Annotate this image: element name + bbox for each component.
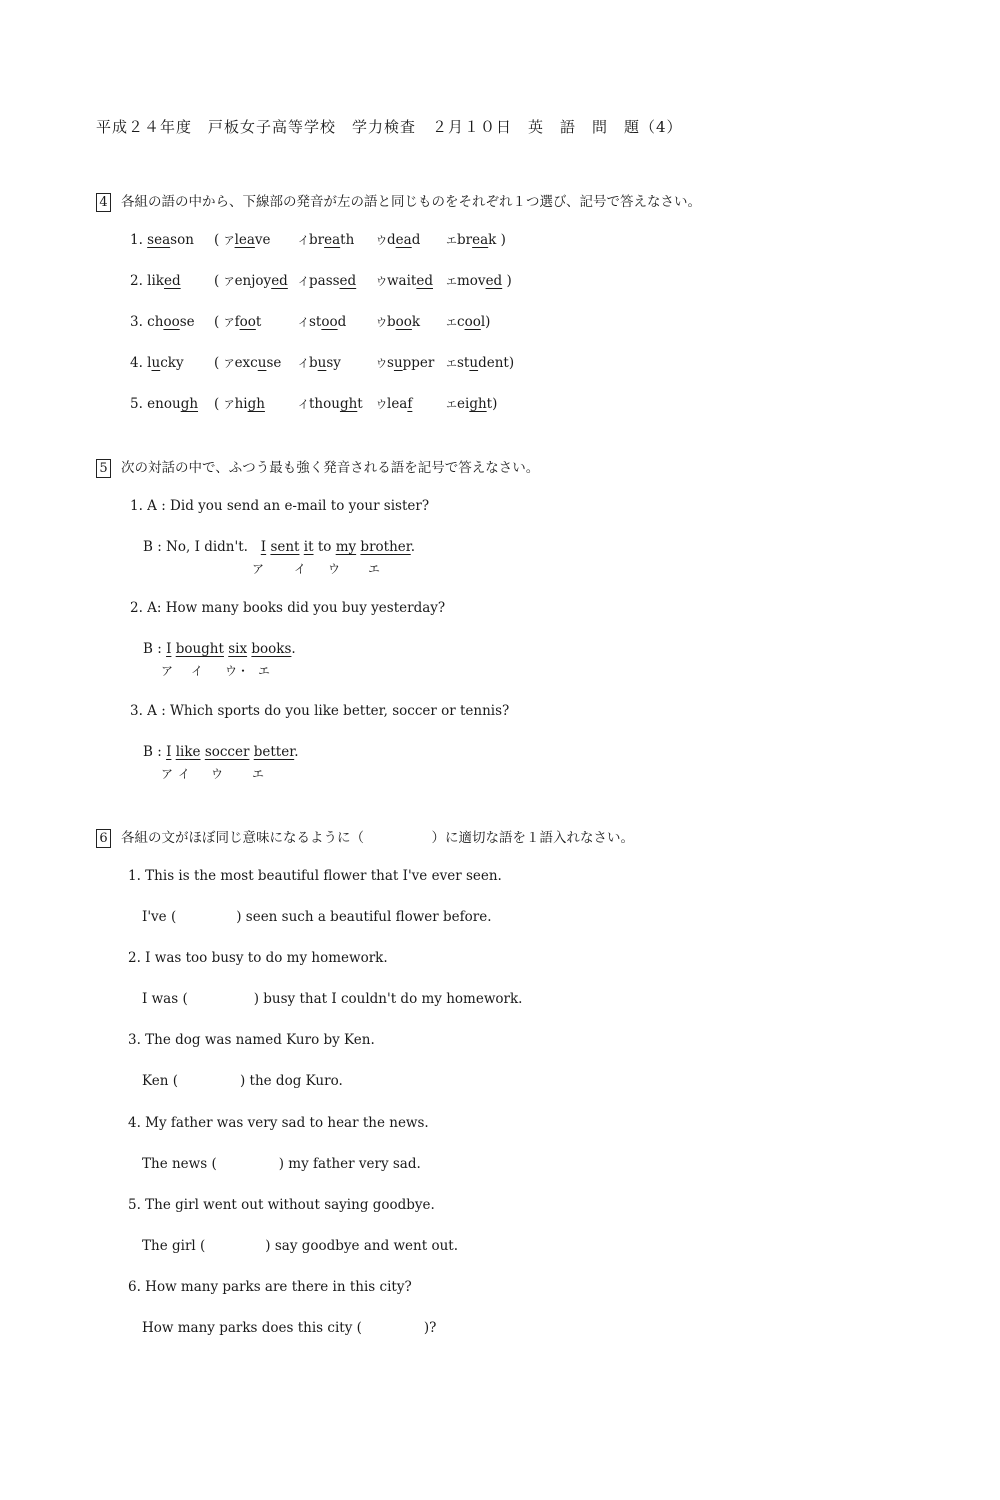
underlined-part: lik [147,273,164,289]
marker-d: エ [252,767,265,781]
sentence-end: ) the dog Kuro. [239,1073,343,1089]
open-paren: ( [214,314,224,330]
dialogue-2-b-prefix: B : [143,641,167,657]
choice-d [446,314,490,330]
item-3-rewrite [142,1073,343,1089]
word-part: k [411,314,421,330]
item-5-rewrite [142,1238,458,1254]
choice-marker: ウ [376,234,387,247]
marker-c: ウ [211,767,224,781]
choice-c [376,232,420,248]
word-part: son [170,232,194,248]
underlined-part: oo [395,314,412,330]
choice-marker: エ [446,234,457,247]
choice-c [376,396,412,412]
underlined-part: gh [339,396,358,412]
section-number: 6 [96,829,111,848]
choice-marker: エ [446,357,457,370]
underlined-part: u [469,355,479,371]
item-1-rewrite [142,909,492,925]
marker-a: ア [161,767,174,781]
choice-b [298,355,341,371]
sentence-start: The news ( [142,1156,217,1172]
word-part: b [387,314,396,330]
choice-marker: ウ [376,316,387,329]
underlined-part: ea [395,232,412,248]
stress-word-d: better [253,744,295,760]
marker-b: イ [178,767,191,781]
section-5-heading [96,456,539,478]
choice-marker: イ [298,357,309,370]
open-paren: ( [214,396,224,412]
underlined-part: oo [239,314,256,330]
underlined-part: ed [416,273,433,289]
word-part: enjoy [234,273,272,289]
stress-word-b: it [303,539,314,555]
underlined-part: oo [464,314,481,330]
word-part: d [337,314,347,330]
word-part: 4. [130,355,148,371]
dialogue-3-line-b [143,744,298,760]
stress-word-d: brother [360,539,411,555]
stress-word-b: like [175,744,201,760]
underlined-part: f [407,396,413,412]
underlined-part: ed [485,273,503,289]
dialogue-2-line-a: 2. A: How many books did you buy yesterday? [130,600,446,616]
sentence-start: How many parks does this city ( [142,1320,362,1336]
choice-b [298,396,363,412]
choice-c [376,273,433,289]
section-5-instruction: 次の対話の中で、ふつう最も強く発音される語を記号で答えなさい。 [121,460,540,476]
choice-marker: エ [446,275,457,288]
item-4-question: 4. My father was very sad to hear the news. [128,1115,429,1131]
word-part: d [387,232,396,248]
stress-word-a: I [166,744,172,760]
marker-d: エ [258,664,271,678]
underlined-part: ed [271,273,288,289]
word-part: ) [485,314,491,330]
page-title: 平成２４年度 戸板女子高等学校 学力検査 ２月１０日 英 語 問 題（4） [96,118,683,136]
word-part: 2. [130,273,148,289]
stress-word-d: books [251,641,292,657]
word-part: 1. [130,232,148,248]
underlined-part: ea [324,232,341,248]
sentence-start: I was ( [142,991,188,1007]
choice-c [376,314,420,330]
section-4-heading [96,190,701,212]
word-part: pass [309,273,340,289]
target-word [130,314,195,330]
word-part: wait [387,273,417,289]
word-part: d [411,232,421,248]
marker-c: ウ・ [225,664,250,678]
choice-marker: イ [298,398,309,411]
word-part: thou [309,396,340,412]
word-part: mov [457,273,486,289]
period: . [410,539,416,555]
underlined-part: ch [147,314,164,330]
word-part: th [340,232,355,248]
word-part: ) [502,273,512,289]
choice-d [446,273,512,289]
word-part: pper [402,355,435,371]
open-paren: ( [214,355,224,371]
marker-d: エ [368,562,381,576]
dialogue-1-line-b [143,539,415,555]
item-1-question: 1. This is the most beautiful flower that I've ever seen. [128,868,502,884]
sentence-end: )? [423,1320,437,1336]
choice-marker: イ [298,234,309,247]
item-6-rewrite [142,1320,436,1336]
word-part: t [486,396,493,412]
word-part: ) [492,396,498,412]
marker-c: ウ [328,562,341,576]
choice-marker: ア [223,398,235,411]
word-part: l [480,314,486,330]
stress-word-a: I [260,539,267,555]
sentence-end: ) say goodbye and went out. [265,1238,458,1254]
sentence-start: Ken ( [142,1073,178,1089]
word-part: t [357,396,363,412]
item-6-question: 6. How many parks are there in this city? [128,1279,412,1295]
word-part: ei [457,396,470,412]
stress-word-c: soccer [204,744,250,760]
word-part: ve [254,232,271,248]
dialogue-2-line-b [143,641,296,657]
item-4-rewrite [142,1156,421,1172]
period: . [291,641,296,657]
choice-a [214,396,265,412]
choice-d [446,355,514,371]
choice-marker: エ [446,398,457,411]
section-6-instruction: 各組の文がほぼ同じ意味になるように（ ）に適切な語を１語入れなさい。 [121,830,634,846]
word-part: c [457,314,465,330]
word-part: gh [180,396,199,412]
target-word [130,273,181,289]
stress-word-a: I [166,641,172,657]
marker-b: イ [294,562,307,576]
choice-b [298,232,354,248]
word-part: cky [160,355,184,371]
item-3-question: 3. The dog was named Kuro by Ken. [128,1032,375,1048]
choice-marker: ア [223,316,235,329]
word-part: se [179,314,195,330]
underlined-part: u [257,355,267,371]
word-part: br [309,232,325,248]
choice-marker: ウ [376,275,387,288]
open-paren: ( [214,273,224,289]
word-part: sy [326,355,341,371]
choice-marker: ウ [376,357,387,370]
word-part: se [266,355,282,371]
word-part: s [387,355,394,371]
word-part: ed [164,273,181,289]
underlined-part: u [317,355,327,371]
word-part: 5. [130,396,148,412]
marker-b: イ [191,664,204,678]
section-number: 4 [96,193,111,212]
word-part: oo [163,314,180,330]
word-part: ) [496,232,506,248]
underlined-part: sea [147,232,171,248]
choice-a [214,355,281,371]
word-part: lea [387,396,408,412]
word-part: b [309,355,318,371]
marker-a: ア [252,562,265,576]
choice-marker: イ [298,275,309,288]
period: . [294,744,299,760]
word-part: st [457,355,470,371]
item-2-question: 2. I was too busy to do my homework. [128,950,388,966]
sentence-start: The girl ( [142,1238,206,1254]
word-part: 3. [130,314,148,330]
word-part: t [255,314,262,330]
underlined-part: u [393,355,403,371]
target-word [130,355,184,371]
underlined-part: gh [247,396,265,412]
choice-marker: エ [446,316,457,329]
dialogue-1-b-prefix: B : No, I didn't. [143,539,248,555]
choice-marker: ウ [376,398,387,411]
sentence-end: ) busy that I couldn't do my homework. [253,991,523,1007]
choice-marker: ア [223,234,235,247]
sentence-start: I've ( [142,909,177,925]
marker-a: ア [161,664,174,678]
underlined-part: enou [147,396,181,412]
choice-marker: ア [223,357,235,370]
stress-word-b: bought [175,641,224,657]
word: to [317,539,332,555]
stress-word-c: my [335,539,357,555]
target-word [130,396,198,412]
choice-c [376,355,434,371]
dialogue-1-line-a: 1. A : Did you send an e-mail to your sister? [130,498,430,514]
section-6-heading [96,826,634,848]
underlined-part: ea [472,232,489,248]
choice-b [298,273,356,289]
word-part: k [488,232,497,248]
section-4-instruction: 各組の語の中から、下線部の発音が左の語と同じものをそれぞれ１つ選び、記号で答えなさい。 [121,194,701,210]
item-2-rewrite [142,991,522,1007]
section-number: 5 [96,459,111,478]
choice-d [446,232,506,248]
word-part: ) [508,355,515,371]
choice-a [214,273,288,289]
open-paren: ( [214,232,224,248]
underlined-part: lea [234,232,255,248]
underlined-part: ed [339,273,357,289]
choice-a [214,314,261,330]
item-5-question: 5. The girl went out without saying goodbye. [128,1197,435,1213]
dialogue-3-line-a: 3. A : Which sports do you like better, soccer or tennis? [130,703,510,719]
choice-a [214,232,271,248]
underlined-part: oo [321,314,338,330]
dialogue-3-b-prefix: B : [143,744,167,760]
choice-marker: イ [298,316,309,329]
choice-d [446,396,497,412]
word-part: hi [234,396,248,412]
word-part: st [309,314,322,330]
word: sent [270,539,300,555]
choice-b [298,314,346,330]
underlined-part: l [147,355,152,371]
word-part: u [151,355,161,371]
stress-word-c: six [228,641,248,657]
word-part: dent [478,355,509,371]
choice-marker: ア [223,275,235,288]
word-part: br [457,232,473,248]
underlined-part: gh [469,396,487,412]
sentence-end: ) my father very sad. [278,1156,421,1172]
sentence-end: ) seen such a beautiful flower before. [236,909,492,925]
word-part: f [234,314,240,330]
target-word [130,232,194,248]
word-part: exc [234,355,258,371]
